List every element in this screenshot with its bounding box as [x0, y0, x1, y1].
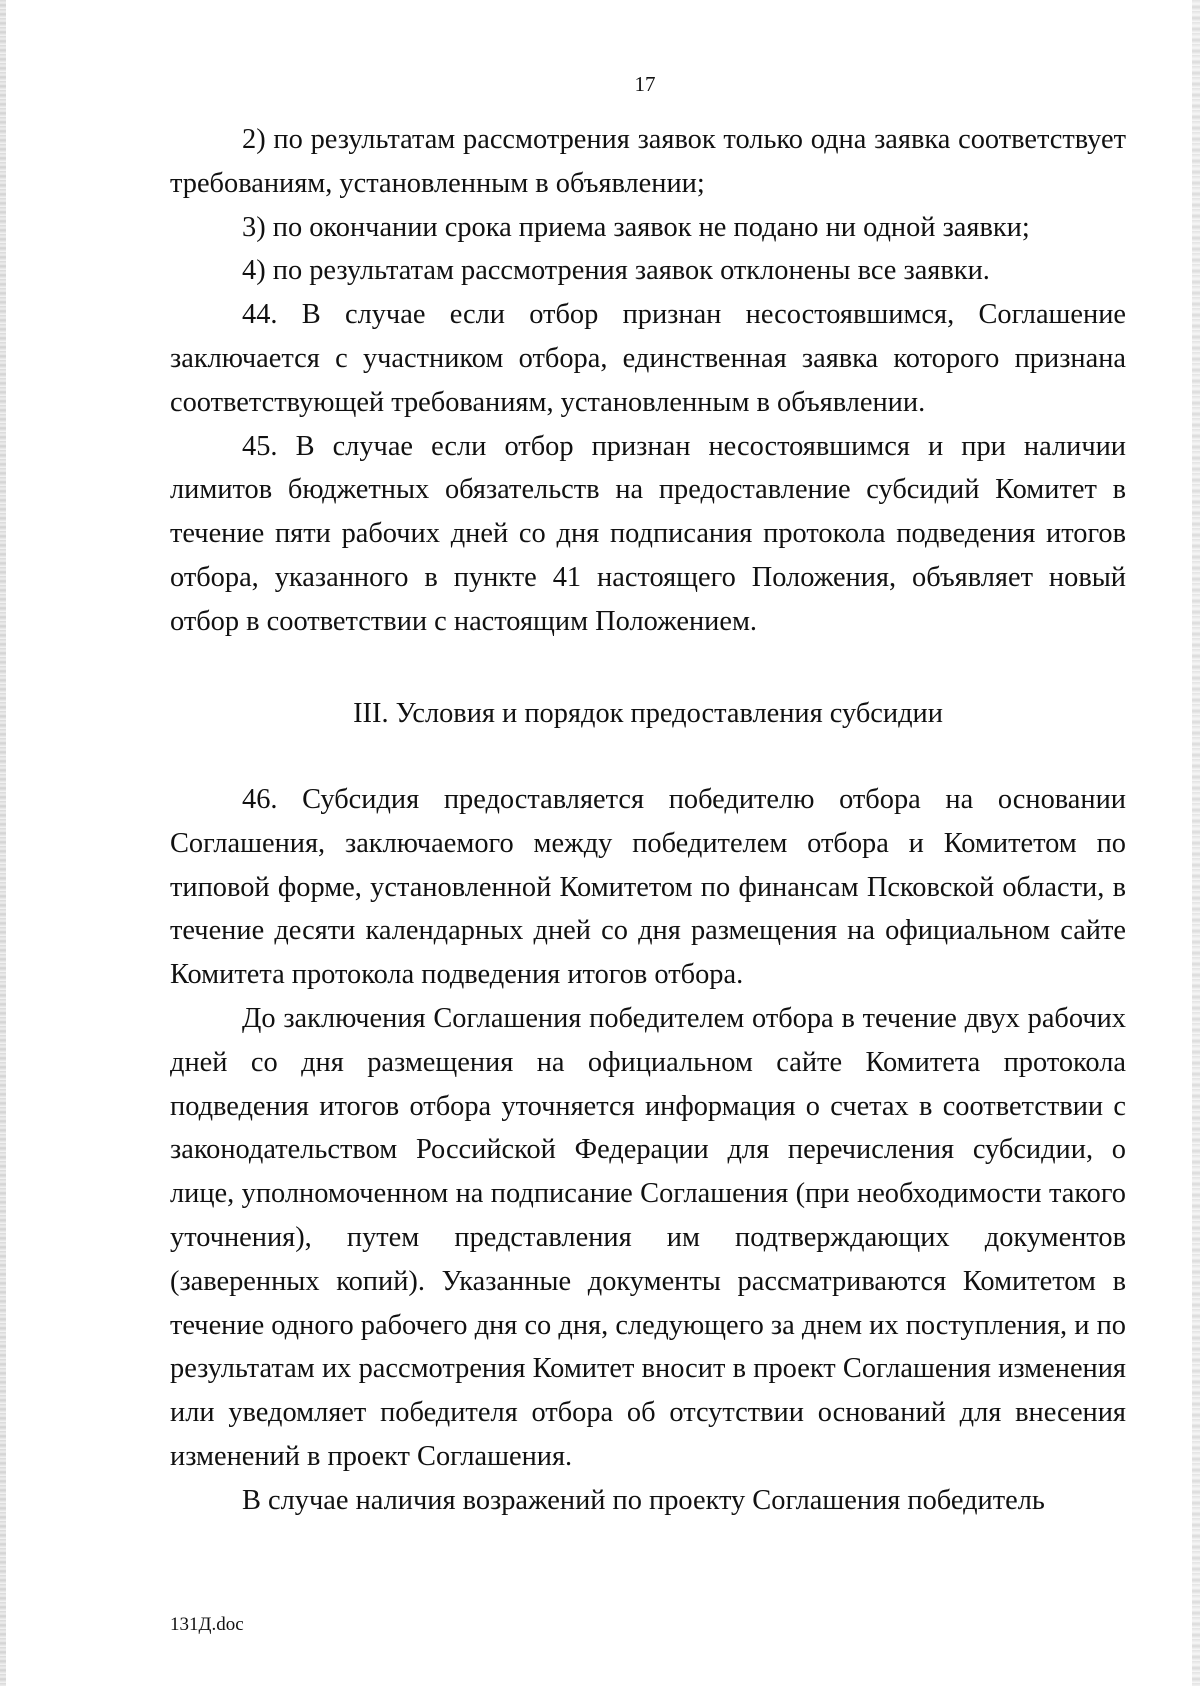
body-text-top	[170, 118, 1126, 644]
paragraph-item-3: 3) по окончании срока приема заявок не подано ни одной заявки;	[242, 211, 1030, 243]
paragraph-item-2: 2) по результатам рассмотрения заявок только одна заявка соответствует требованиям, установленным в объявлении;	[170, 124, 1126, 199]
section-heading: III. Условия и порядок предоставления субсидии	[353, 698, 943, 729]
paragraph-44: 44. В случае если отбор признан несостоявшимся, Соглашение заключается с участником отбора, единственная заявка которого признана соответствующей требованиям, установленным в объявлении.	[170, 299, 1126, 418]
body-text-bottom	[170, 778, 1126, 1523]
scan-edge-left	[0, 0, 6, 1686]
paragraph-45: 45. В случае если отбор признан несостоявшимся и при наличии лимитов бюджетных обязательств на предоставление субсидий Комитет в течение пяти рабочих дней со дня подписания протокола подведения итогов отбора, указанного в пункте 41 настоящего Положения, объявляет новый отбор в соответствии с настоящим Положением.	[170, 430, 1126, 637]
page-number: 17	[634, 72, 656, 96]
footer-filename: 131Д.doc	[170, 1614, 244, 1635]
paragraph-agreement-conclusion: До заключения Соглашения победителем отбора в течение двух рабочих дней со дня размещения на официальном сайте Комитета протокола подведения итогов отбора уточняется информация о счетах в соответствии с законодательством Российской Федерации для перечисления субсидии, о лице, уполномоченном на подписание Соглашения (при необходимости такого уточнения), путем представления им подтверждающих документов (заверенных копий). Указанные документы рассматриваются Комитетом в течение одного рабочего дня со дня, следующего за днем их поступления, и по результатам их рассмотрения Комитет вносит в проект Соглашения изменения или уведомляет победителя отбора об отсутствии оснований для внесения изменений в проект Соглашения.	[170, 1002, 1126, 1472]
paragraph-46: 46. Субсидия предоставляется победителю отбора на основании Соглашения, заключаемого между победителем отбора и Комитетом по типовой форме, установленной Комитетом по финансам Псковской области, в течение десяти календарных дней со дня размещения на официальном сайте Комитета протокола подведения итогов отбора.	[170, 784, 1126, 991]
paragraph-objections: В случае наличия возражений по проекту Соглашения победитель	[242, 1484, 1045, 1516]
scan-edge-right	[1192, 0, 1200, 1686]
paragraph-item-4: 4) по результатам рассмотрения заявок отклонены все заявки.	[242, 255, 990, 287]
